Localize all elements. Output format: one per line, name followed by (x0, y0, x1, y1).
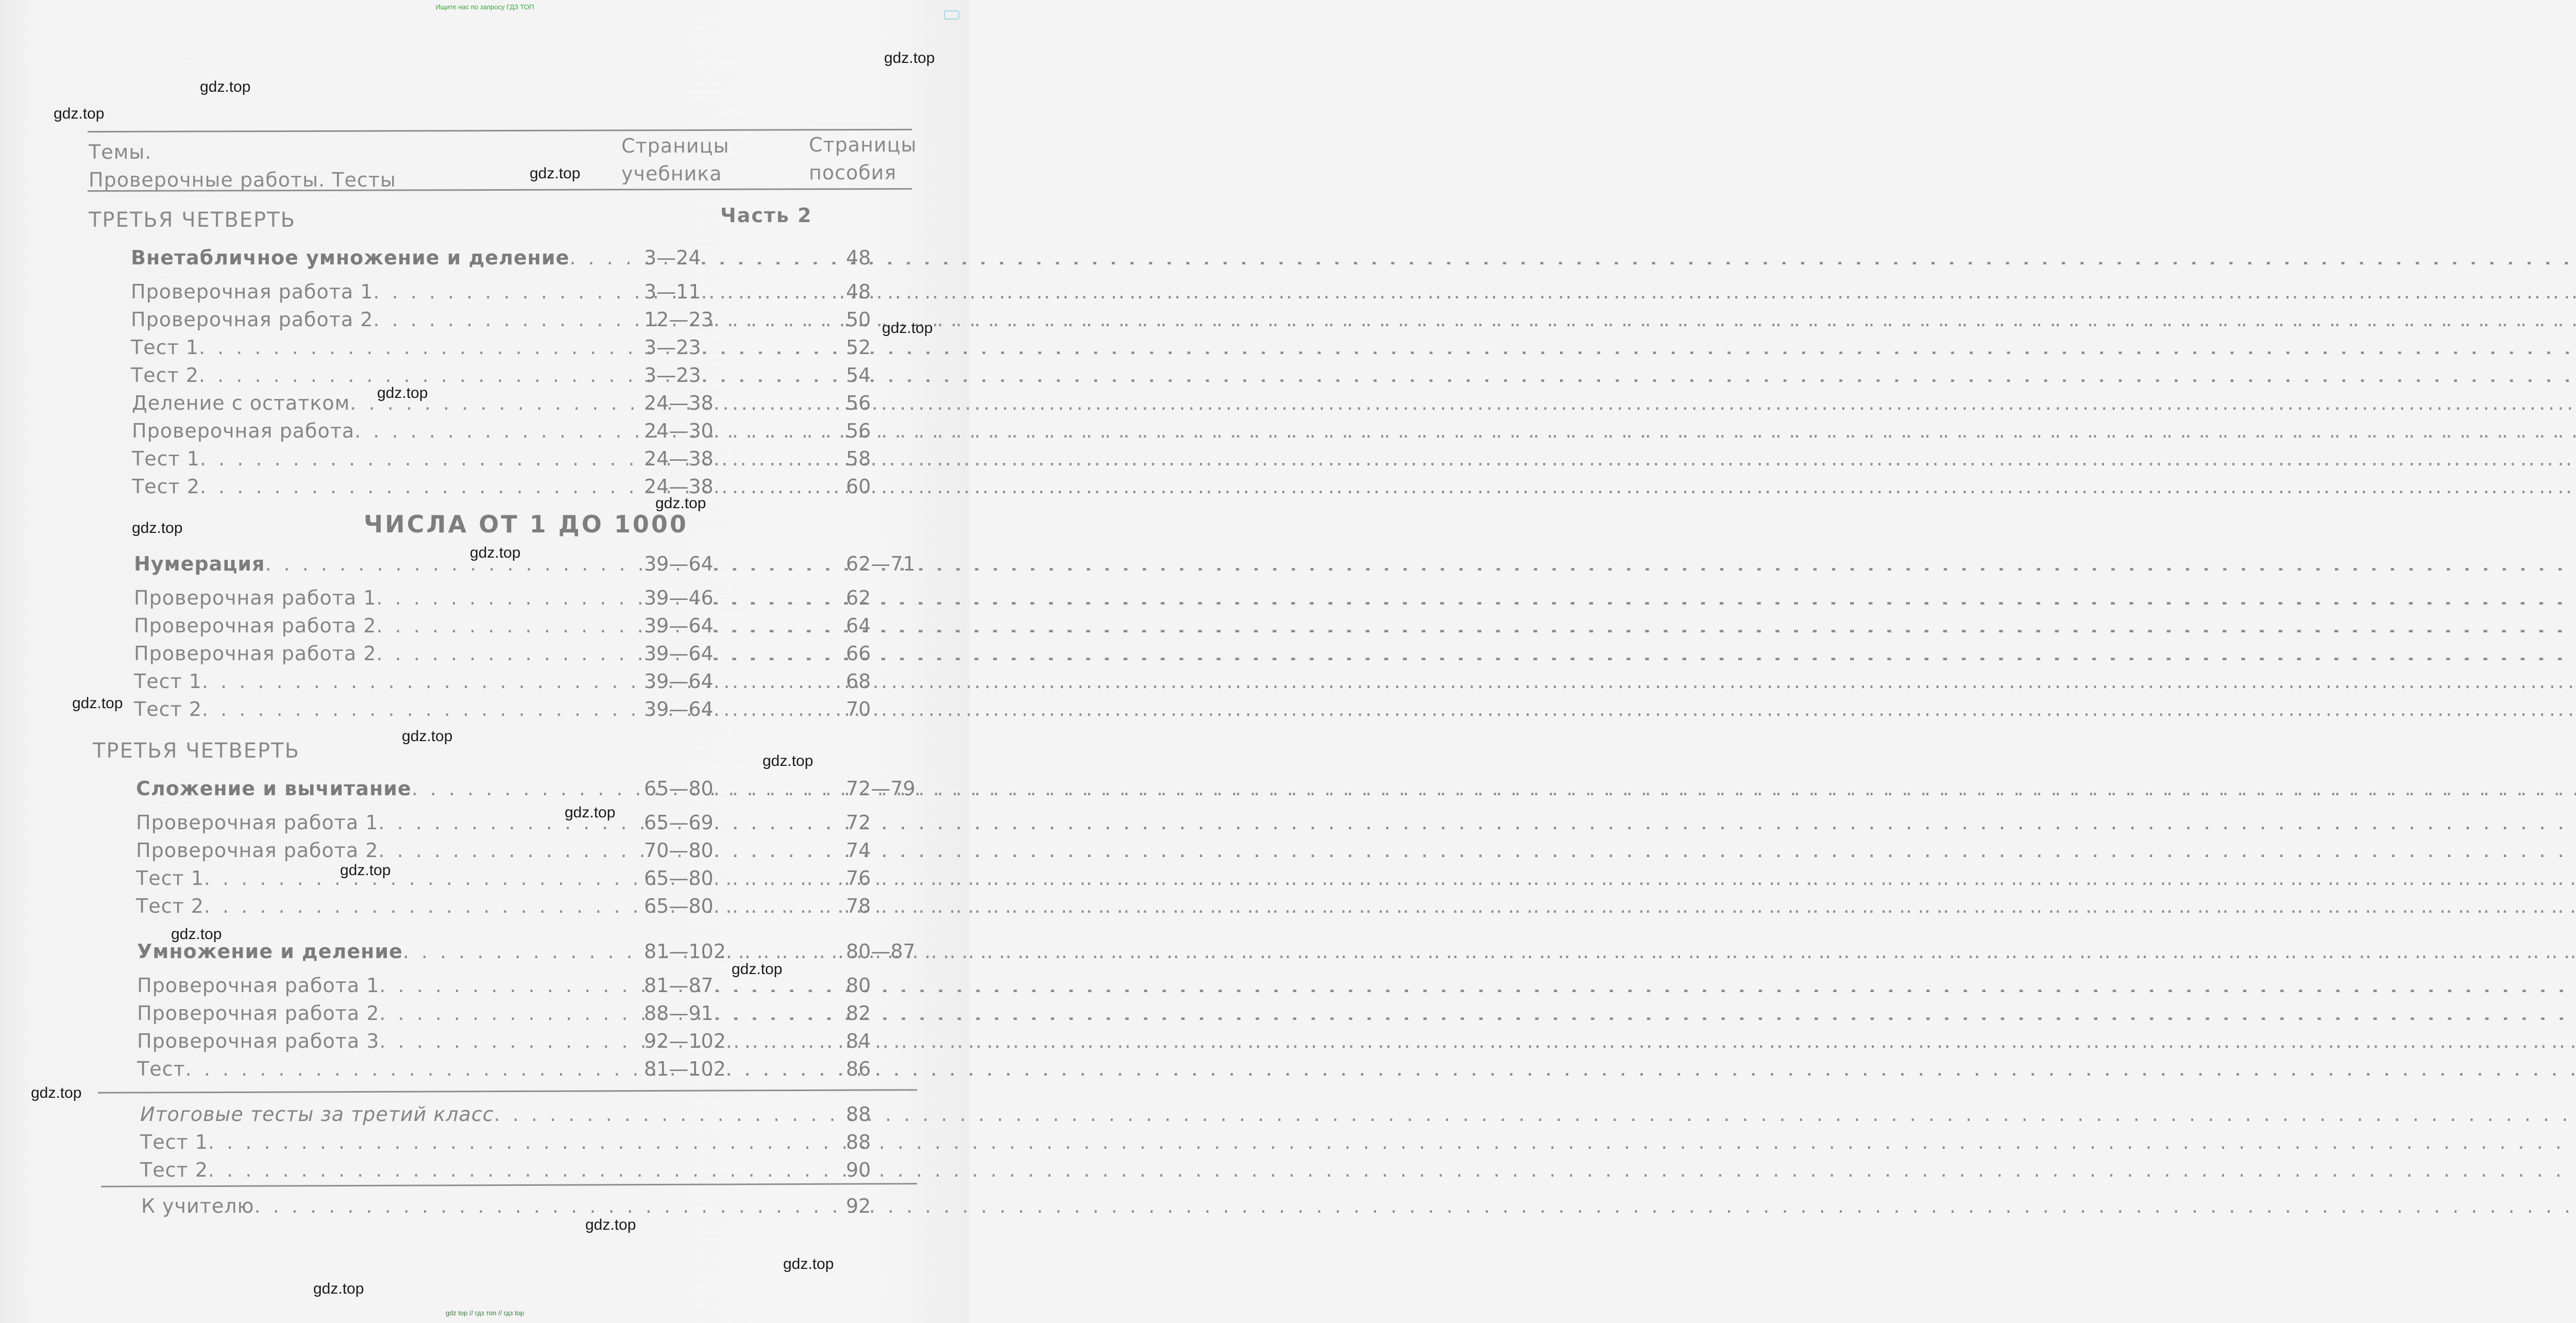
dot-leader (376, 642, 642, 665)
dot-leader (714, 867, 834, 890)
section-third-quarter-2: ТРЕТЬЯ ЧЕТВЕРТЬ (93, 739, 300, 763)
toc-row-textbook-pages: 65—69 (644, 811, 714, 834)
toc-row-textbook-pages: 3—24 (644, 246, 701, 269)
toc-row (131, 364, 907, 391)
header-manual-line1: Страницы (809, 133, 917, 156)
toc-row (137, 974, 907, 1001)
dot-leader (208, 1131, 834, 1153)
toc-row-title: Проверочная работа 3 (137, 1030, 380, 1052)
toc-row-textbook-pages: 65—80 (644, 895, 714, 917)
header-textbook-line1: Страницы (621, 135, 730, 157)
dot-leader (200, 447, 642, 470)
toc-row-textbook-pages: 24—38 (644, 392, 714, 414)
dot-leader (714, 895, 834, 917)
corner-bracket-icon (944, 10, 959, 20)
toc-row-textbook-pages: 39—64 (644, 614, 714, 637)
section-third-quarter-1: ТРЕТЬЯ ЧЕТВЕРТЬ (89, 208, 296, 232)
toc-row-title: Проверочная работа 2 (134, 642, 377, 665)
toc-row-title: Тест 2 (131, 364, 199, 387)
toc-row (132, 392, 907, 418)
header-topics (89, 138, 396, 194)
toc-row-textbook-pages: 39—46 (644, 587, 714, 609)
toc-row-title: Проверочная работа 2 (136, 839, 379, 862)
bottom-banner[interactable]: gdz top // гдз топ // гдз top (445, 1309, 524, 1317)
watermark: gdz.top (762, 752, 814, 769)
dot-leader (494, 1103, 834, 1126)
toc-row-manual-page: 66 (846, 642, 871, 665)
dot-leader (569, 246, 642, 269)
dot-leader (379, 974, 642, 997)
toc-row-manual-page: 48 (846, 246, 871, 269)
toc-row (132, 447, 907, 474)
toc-row-manual-page: 70 (846, 698, 871, 721)
toc-row-manual-page: 62—71 (846, 552, 916, 575)
watermark: gdz.top (31, 1084, 82, 1101)
toc-row-title: Тест 2 (134, 698, 202, 721)
dot-leader (714, 670, 834, 693)
toc-row (136, 895, 907, 922)
dot-leader (714, 642, 834, 665)
toc-row (131, 246, 907, 273)
header-textbook-pages (621, 132, 730, 188)
dot-leader (265, 552, 642, 575)
toc-row-manual-page: 60 (846, 475, 871, 498)
watermark: gdz.top (54, 105, 105, 122)
part-2-label: Часть 2 (720, 204, 812, 227)
dot-leader (199, 336, 642, 359)
watermark: gdz.top (313, 1280, 364, 1297)
toc-row (131, 280, 907, 307)
toc-row (132, 475, 907, 502)
watermark: gdz.top (530, 165, 581, 182)
toc-row-textbook-pages: 39—64 (644, 698, 714, 721)
header-topics-line1: Темы. (89, 141, 152, 163)
toc-row (136, 839, 907, 866)
dot-leader (726, 1030, 834, 1052)
dot-leader (202, 698, 642, 721)
dot-leader (714, 587, 834, 609)
dot-leader (379, 1030, 642, 1052)
dot-leader (714, 447, 834, 470)
dot-leader (354, 420, 642, 442)
toc-row-title: Тест 1 (132, 447, 200, 470)
toc-row-textbook-pages: 3—23 (644, 364, 701, 387)
dot-leader (378, 839, 642, 862)
toc-row-textbook-pages: 81—102 (644, 1058, 726, 1080)
toc-row-manual-page: 64 (846, 614, 871, 637)
watermark: gdz.top (132, 520, 183, 537)
toc-row (134, 670, 907, 697)
watermark: gdz.top (884, 49, 935, 66)
toc-row-textbook-pages: 88—91 (644, 1002, 714, 1025)
toc-row-manual-page: 48 (846, 280, 871, 303)
toc-row (136, 867, 907, 894)
toc-row (140, 1159, 907, 1185)
toc-row-title: Проверочная работа (132, 420, 355, 442)
toc-row-textbook-pages: 24—38 (644, 475, 714, 498)
toc-row-manual-page: 80 (846, 974, 871, 997)
dot-leader (379, 1002, 642, 1025)
toc-row-manual-page: 82 (846, 1002, 871, 1025)
toc-row-title: Тест 1 (140, 1131, 208, 1153)
dot-leader (373, 280, 642, 303)
toc-row-manual-page: 92 (846, 1195, 871, 1217)
dot-leader (204, 867, 642, 890)
toc-row-textbook-pages: 3—23 (644, 336, 701, 359)
watermark: gdz.top (340, 862, 391, 879)
toc-row-manual-page: 50 (846, 308, 871, 331)
dot-leader (714, 698, 834, 721)
toc-row-textbook-pages: 39—64 (644, 642, 714, 665)
watermark: gdz.top (171, 926, 222, 943)
toc-row-manual-page: 72—79 (846, 777, 916, 800)
dot-leader (714, 777, 834, 800)
toc-row (137, 1058, 907, 1084)
toc-row-title: Тест (137, 1058, 185, 1080)
dot-leader (376, 614, 642, 637)
toc-row (134, 587, 907, 613)
toc-row-title: Тест 1 (136, 867, 204, 890)
watermark: gdz.top (882, 320, 933, 337)
dot-leader (412, 777, 642, 800)
dot-leader (714, 839, 834, 862)
toc-row-manual-page: 78 (846, 895, 871, 917)
toc-row-textbook-pages: 92—102 (644, 1030, 726, 1052)
dot-leader (714, 475, 834, 498)
toc-row-manual-page: 90 (846, 1159, 871, 1181)
watermark: gdz.top (470, 544, 521, 561)
toc-row (134, 614, 907, 641)
dot-leader (714, 614, 834, 637)
toc-row-textbook-pages: 65—80 (644, 777, 714, 800)
toc-row-title: Деление с остатком (132, 392, 350, 414)
toc-row (134, 698, 907, 725)
dot-leader (701, 364, 834, 387)
watermark: gdz.top (732, 961, 783, 978)
toc-row-title: К учителю (141, 1195, 255, 1217)
toc-row (131, 308, 907, 335)
toc-row (140, 1131, 907, 1158)
toc-row-title: Тест 1 (131, 336, 199, 359)
toc-row (137, 1002, 907, 1029)
top-banner[interactable]: Ищите нас по запросу ГДЗ ТОП (435, 3, 534, 11)
header-manual-line2: пособия (809, 161, 897, 184)
toc-row-title: Внетабличное умножение и деление (131, 246, 570, 269)
dot-leader (714, 552, 834, 575)
toc-row-textbook-pages: 39—64 (644, 670, 714, 693)
watermark: gdz.top (402, 728, 453, 745)
dot-leader (200, 475, 642, 498)
dot-leader (199, 364, 642, 387)
toc-row-manual-page: 58 (846, 447, 871, 470)
dot-leader (204, 895, 642, 917)
header-textbook-line2: учебника (621, 162, 722, 185)
toc-row (134, 642, 907, 669)
toc-row-title: Проверочная работа 2 (134, 614, 377, 637)
toc-row-manual-page: 76 (846, 867, 871, 890)
toc-row-title: Проверочная работа 1 (136, 811, 379, 834)
toc-row-textbook-pages: 24—38 (644, 447, 714, 470)
toc-row-textbook-pages: 70—80 (644, 839, 714, 862)
toc-row-title: Тест 2 (136, 895, 204, 917)
dot-leader (701, 246, 834, 269)
toc-row-textbook-pages: 12—23 (644, 308, 714, 331)
dot-leader (202, 670, 642, 693)
watermark: gdz.top (377, 384, 428, 401)
toc-row (136, 811, 907, 838)
toc-row-title: Проверочная работа 2 (137, 1002, 380, 1025)
dot-leader (403, 940, 642, 963)
toc-row (132, 420, 907, 446)
dot-leader (373, 308, 642, 331)
toc-row-title: Тест 1 (134, 670, 202, 693)
watermark: gdz.top (783, 1255, 834, 1272)
dot-leader (208, 1159, 834, 1181)
toc-row-title: Тест 2 (140, 1159, 208, 1181)
dot-leader (714, 811, 834, 834)
toc-row-title: Проверочная работа 1 (137, 974, 380, 997)
toc-row (141, 1195, 907, 1221)
watermark: gdz.top (655, 495, 706, 512)
watermark: gdz.top (565, 804, 616, 821)
toc-row-manual-page: 84 (846, 1030, 871, 1052)
toc-row-manual-page: 80—87 (846, 940, 916, 963)
toc-row (137, 1030, 907, 1057)
toc-row-manual-page: 86 (846, 1058, 871, 1080)
section-numbers-1-1000: ЧИСЛА ОТ 1 ДО 1000 (364, 510, 688, 538)
watermark: gdz.top (200, 78, 251, 95)
toc-row-title: Проверочная работа 2 (131, 308, 374, 331)
toc-row-textbook-pages: 39—64 (644, 552, 714, 575)
toc-row (131, 336, 907, 363)
watermark: gdz.top (585, 1216, 636, 1233)
toc-row-title: Проверочная работа 1 (131, 280, 374, 303)
toc-row-manual-page: 74 (846, 839, 871, 862)
dot-leader (376, 587, 642, 609)
toc-row (140, 1103, 907, 1130)
toc-row-manual-page: 88 (846, 1103, 871, 1126)
dot-leader (701, 280, 834, 303)
header-manual-pages (809, 131, 917, 187)
dot-leader (726, 940, 834, 963)
toc-row-textbook-pages: 81—87 (644, 974, 714, 997)
dot-leader (726, 1058, 834, 1080)
toc-row (136, 777, 916, 804)
dot-leader (714, 308, 834, 331)
dot-leader (254, 1195, 834, 1217)
toc-row-textbook-pages: 24—30 (644, 420, 714, 442)
toc-row-manual-page: 56 (846, 392, 871, 414)
toc-row-manual-page: 68 (846, 670, 871, 693)
header-topics-line2: Проверочные работы. Тесты (89, 169, 396, 191)
dot-leader (714, 392, 834, 414)
toc-row-title: Итоговые тесты за третий класс (140, 1103, 494, 1126)
toc-row-textbook-pages: 65—80 (644, 867, 714, 890)
toc-row-title: Умножение и деление (137, 940, 403, 963)
watermark: gdz.top (72, 695, 123, 712)
toc-row-manual-page: 54 (846, 364, 871, 387)
toc-row-manual-page: 62 (846, 587, 871, 609)
toc-row-manual-page: 56 (846, 420, 871, 442)
toc-row-manual-page: 88 (846, 1131, 871, 1153)
dot-leader (701, 336, 834, 359)
dot-leader (714, 420, 834, 442)
toc-row-textbook-pages: 3—11 (644, 280, 701, 303)
dot-leader (185, 1058, 642, 1080)
toc-row-title: Проверочная работа 1 (134, 587, 377, 609)
toc-row-manual-page: 72 (846, 811, 871, 834)
toc-row-title: Сложение и вычитание (136, 777, 412, 800)
toc-row (137, 940, 916, 967)
toc-row-title: Тест 2 (132, 475, 200, 498)
toc-row-manual-page: 52 (846, 336, 871, 359)
dot-leader (714, 1002, 834, 1025)
toc-row-title: Нумерация (134, 552, 265, 575)
toc-row-textbook-pages: 81—102 (644, 940, 726, 963)
